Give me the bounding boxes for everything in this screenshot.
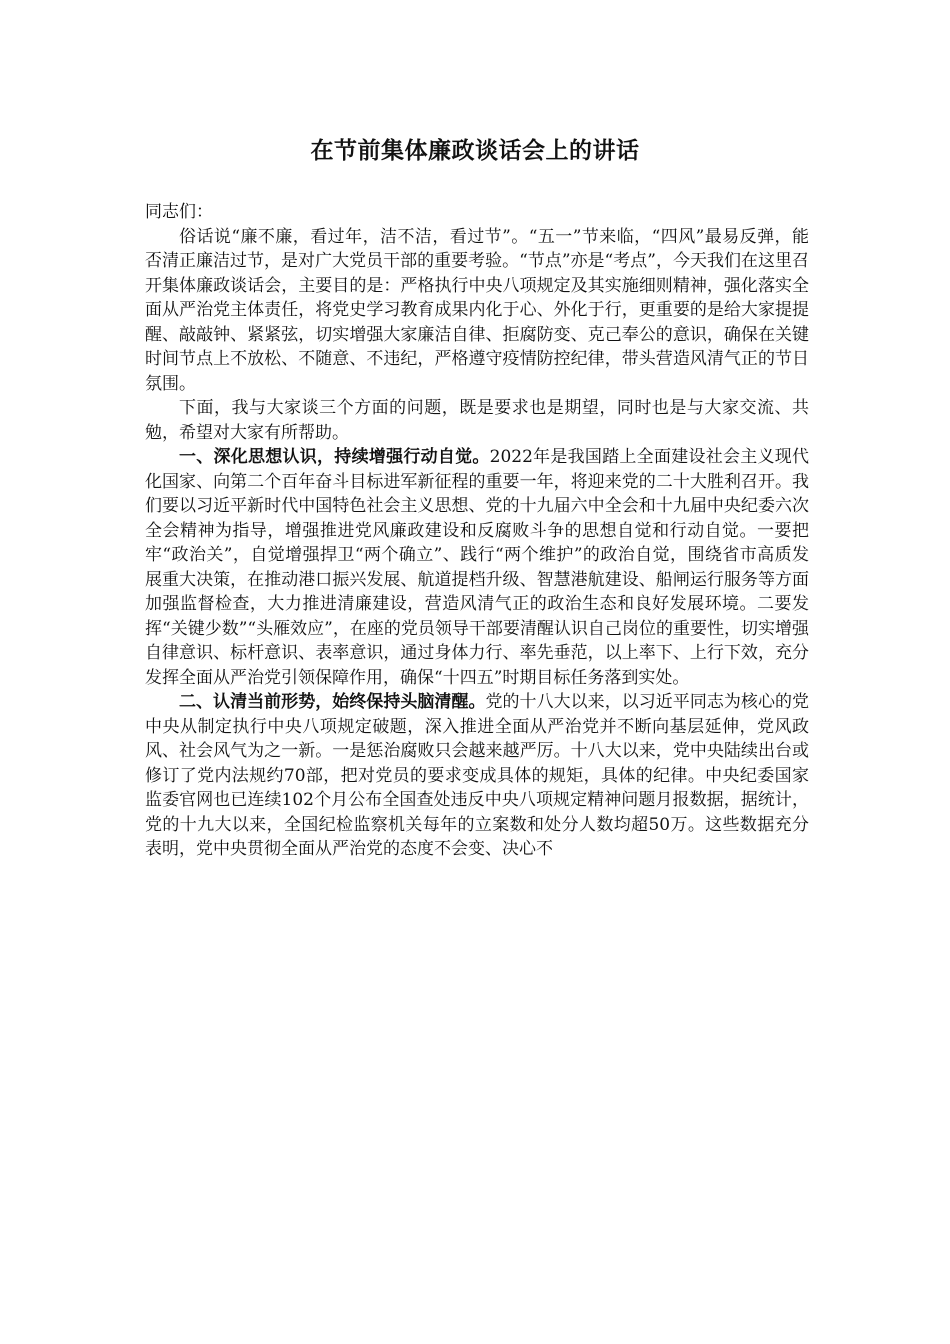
section-heading: 一、深化思想认识，持续增强行动自觉。 [179,447,490,467]
paragraph-text: 党的十八大以来，以习近平同志为核心的党中央从制定执行中央八项规定破题，深入推进全面从严治党并不断向基层延伸，党风政风、社会风气为之一新。一是惩治腐败只会越来越严厉。十八大以来，党中央陆续出台或修订了党内法规约70部，把对党员的要求变成具体的规矩，具体的纪律。中央纪委国家监委官网也已连续102个月公布全国查处违反中央八项规定精神问题月报数据，据统计，党的十九大以来，全国纪检监察机关每年的立案数和处分人数均超50万。这些数据充分表明，党中央贯彻全面从严治党的态度不会变、决心不 [145,692,809,859]
section-heading: 二、认清当前形势，始终保持头脑清醒。 [179,692,486,712]
document-body [145,200,809,862]
paragraph-text: 2022年是我国踏上全面建设社会主义现代化国家、向第二个百年奋斗目标进军新征程的重要一年，将迎来党的二十大胜利召开。我们要以习近平新时代中国特色社会主义思想、党的十九届六中全会和十九届中央纪委六次全会精神为指导，增强推进党风廉政建设和反腐败斗争的思想自觉和行动自觉。一要把牢“政治关”，自觉增强捍卫“两个确立”、践行“两个维护”的政治自觉，围绕省市高质发展重大决策，在推动港口振兴发展、航道提档升级、智慧港航建设、船闸运行服务等方面加强监督检查，大力推进清廉建设，营造风清气正的政治生态和良好发展环境。二要发挥“关键少数”“头雁效应”，在座的党员领导干部要清醒认识自己岗位的重要性，切实增强自律意识、标杆意识、表率意识，通过身体力行、率先垂范，以上率下、上行下效，充分发挥全面从严治党引领保障作用，确保“十四五”时期目标任务落到实处。 [145,447,809,688]
paragraph-section-1 [145,445,809,690]
paragraph-text: 下面，我与大家谈三个方面的问题，既是要求也是期望，同时也是与大家交流、共勉，希望对大家有所帮助。 [145,398,809,443]
page-title: 在节前集体廉政谈话会上的讲话 [310,138,640,164]
paragraph-section-2 [145,690,809,862]
paragraph-intro [145,225,809,397]
salutation: 同志们： [145,202,213,222]
paragraph-overview [145,396,809,445]
paragraph-text: 俗话说“廉不廉，看过年，洁不洁，看过节”。“五一”节来临，“四风”最易反弹，能否清正廉洁过节，是对广大党员干部的重要考验。“节点”亦是“考点”，今天我们在这里召开集体廉政谈话会，主要目的是：严格执行中央八项规定及其实施细则精神，强化落实全面从严治党主体责任，将党史学习教育成果内化于心、外化于行，更重要的是给大家提提醒、敲敲钟、紧紧弦，切实增强大家廉洁自律、拒腐防变、克己奉公的意识，确保在关键时间节点上不放松、不随意、不违纪，严格遵守疫情防控纪律，带头营造风清气正的节日氛围。 [145,226,809,394]
